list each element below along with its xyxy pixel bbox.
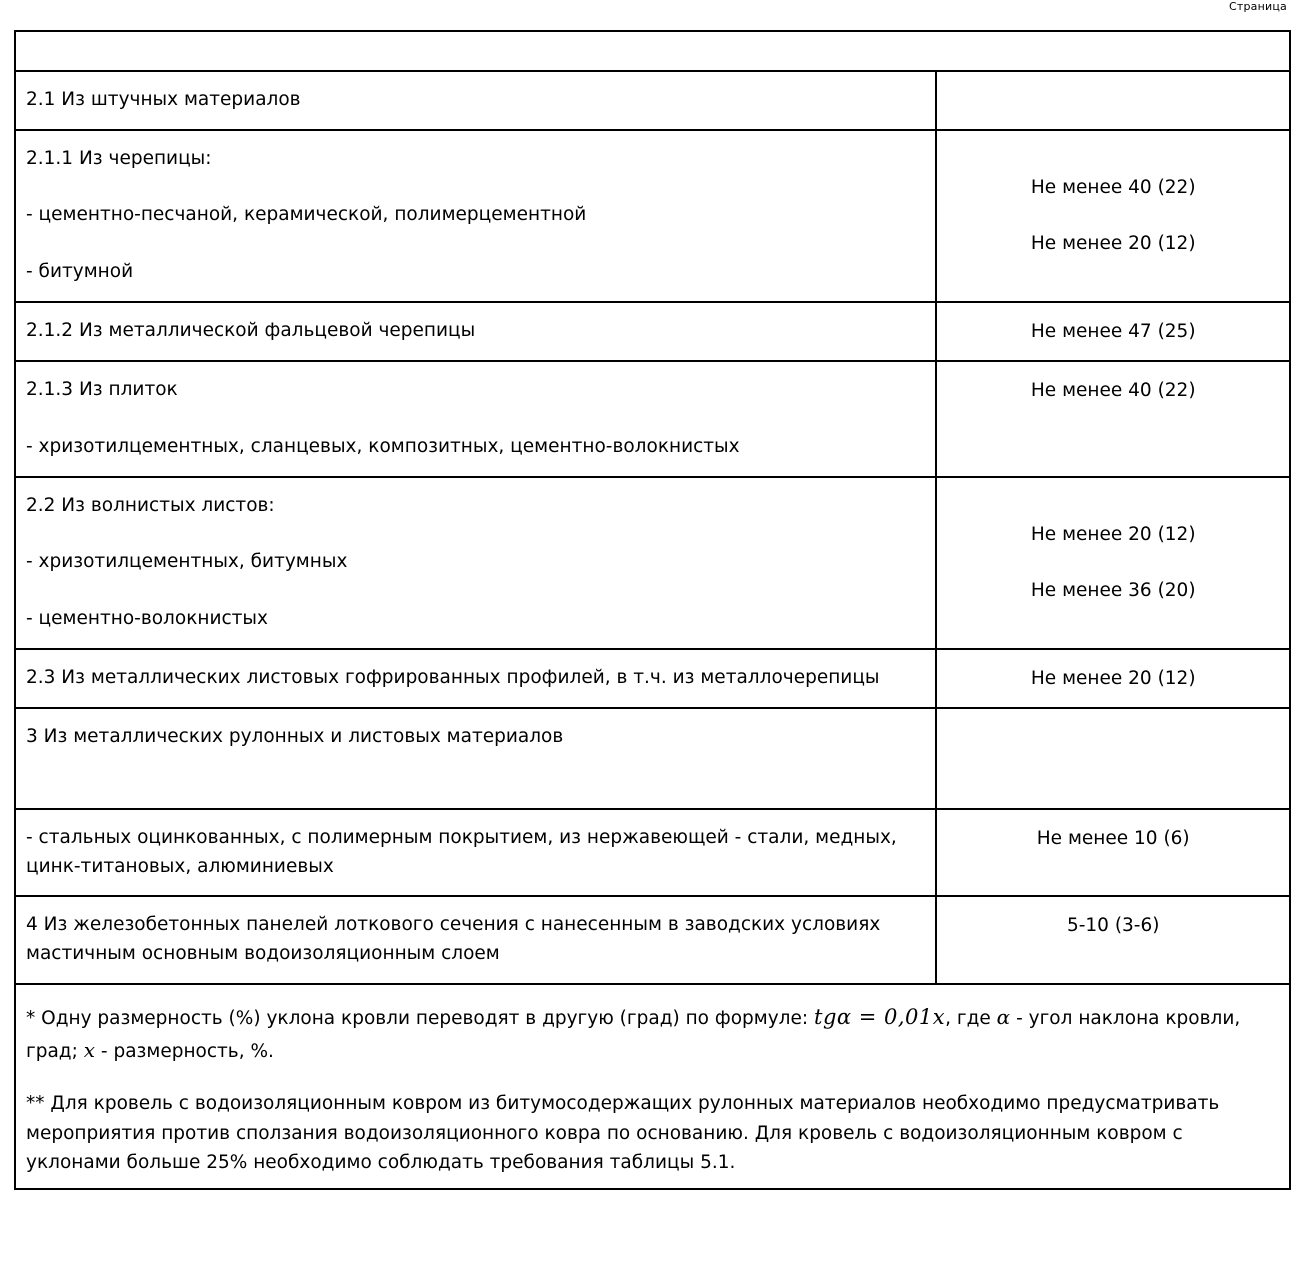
- cell-value: 5-10 (3-6): [1066, 915, 1160, 937]
- table-row: [15, 708, 1290, 809]
- table-cell-right: [936, 361, 1290, 476]
- cell-value: Не менее 40 (22): [1030, 380, 1196, 402]
- table-cell-left: [15, 302, 936, 362]
- table-cell-right: [936, 809, 1290, 896]
- table-cell-left: [15, 71, 936, 130]
- table-cell-left: [15, 708, 936, 809]
- table-cell-left: [15, 649, 936, 709]
- cell-text: 2.1 Из штучных материалов: [26, 89, 301, 110]
- cell-text: 4 Из железобетонных панелей лоткового сечения с нанесенным в заводских условиях мастичным основным водоизоляционным слоем: [26, 914, 881, 965]
- cell-value: Не менее 36 (20): [1030, 580, 1196, 602]
- page-header-label: Страница: [1229, 0, 1287, 13]
- table-cell-right: [936, 302, 1290, 362]
- table-cell-right: [936, 130, 1290, 302]
- cell-value: Не менее 40 (22): [1030, 176, 1196, 198]
- table-row: [15, 130, 1290, 302]
- table-cell-right: [936, 649, 1290, 709]
- table-row: [15, 649, 1290, 709]
- table-row: [15, 361, 1290, 476]
- cell-value: Не менее 20 (12): [1030, 667, 1196, 689]
- cell-text: 3 Из металлических рулонных и листовых материалов: [26, 726, 564, 748]
- table-row: [15, 809, 1290, 896]
- cell-text: - хризотилцементных, сланцевых, композитных, цементно-волокнистых: [26, 436, 740, 458]
- cell-value: Не менее 47 (25): [1030, 320, 1196, 342]
- footnote-1-text-a: * Одну размерность (%) уклона кровли переводят в другую (град) по формуле:: [26, 1007, 809, 1029]
- footnote-1-alpha: α: [996, 1004, 1011, 1029]
- roof-slope-table: [14, 70, 1291, 985]
- cell-text: - хризотилцементных, битумных: [26, 551, 348, 573]
- table-cell-left: [15, 477, 936, 649]
- table-row: [15, 477, 1290, 649]
- cell-text: - стальных оцинкованных, с полимерным покрытием, из нержавеющей - стали, медных, цинк-титановых, алюминиевых: [26, 827, 897, 877]
- table-sheet: [14, 30, 1291, 1190]
- cell-text: 2.2 Из волнистых листов:: [26, 494, 275, 516]
- table-cell-left: [15, 896, 936, 983]
- table-row: [15, 302, 1290, 362]
- footnote-1-variable: x: [83, 1038, 95, 1063]
- table-cell-left: [15, 809, 936, 896]
- table-cell-right: [936, 71, 1290, 130]
- cell-text: - цементно-песчаной, керамической, полимерцементной: [26, 204, 587, 226]
- footnote-1: [26, 1001, 1275, 1067]
- table-cell-left: [15, 130, 936, 302]
- cell-value: Не менее 20 (12): [1030, 523, 1196, 545]
- cell-text: - битумной: [26, 261, 134, 283]
- footnote-1-text-b: , где: [945, 1007, 991, 1029]
- cell-text: 2.3 Из металлических листовых гофрированных профилей, в т.ч. из металлочерепицы: [26, 666, 880, 688]
- cell-value: Не менее 10 (6): [1036, 828, 1190, 850]
- cell-text: 2.1.3 Из плиток: [26, 379, 178, 401]
- footnote-1-formula: tgα = 0,01x: [814, 1004, 946, 1029]
- footnote-2: ** Для кровель с водоизоляционным ковром из битумосодержащих рулонных материалов необходимо предусматривать мероприятия против сползания водоизоляционного ковра по основанию. Для кровель с водоизоляционным ковром с уклонами больше 25% необходимо соблюдать требования таблицы 5.1.: [26, 1092, 1220, 1174]
- cell-text: 2.1.2 Из металлической фальцевой черепицы: [26, 319, 476, 341]
- table-cell-left: [15, 361, 936, 476]
- table-row: [15, 896, 1290, 983]
- table-cell-right: [936, 477, 1290, 649]
- table-footnotes: [14, 985, 1291, 1190]
- footnote-1-text-d: - размерность, %.: [100, 1041, 274, 1063]
- cell-text: - цементно-волокнистых: [26, 608, 268, 630]
- cell-value: Не менее 20 (12): [1030, 233, 1196, 255]
- table-row: [15, 71, 1290, 130]
- table-cell-right: [936, 896, 1290, 983]
- table-top-band: [14, 30, 1291, 70]
- table-cell-right: [936, 708, 1290, 809]
- footnote-1-text-c: - угол наклона кровли, град;: [26, 1007, 1241, 1063]
- cell-text: 2.1.1 Из черепицы:: [26, 147, 212, 169]
